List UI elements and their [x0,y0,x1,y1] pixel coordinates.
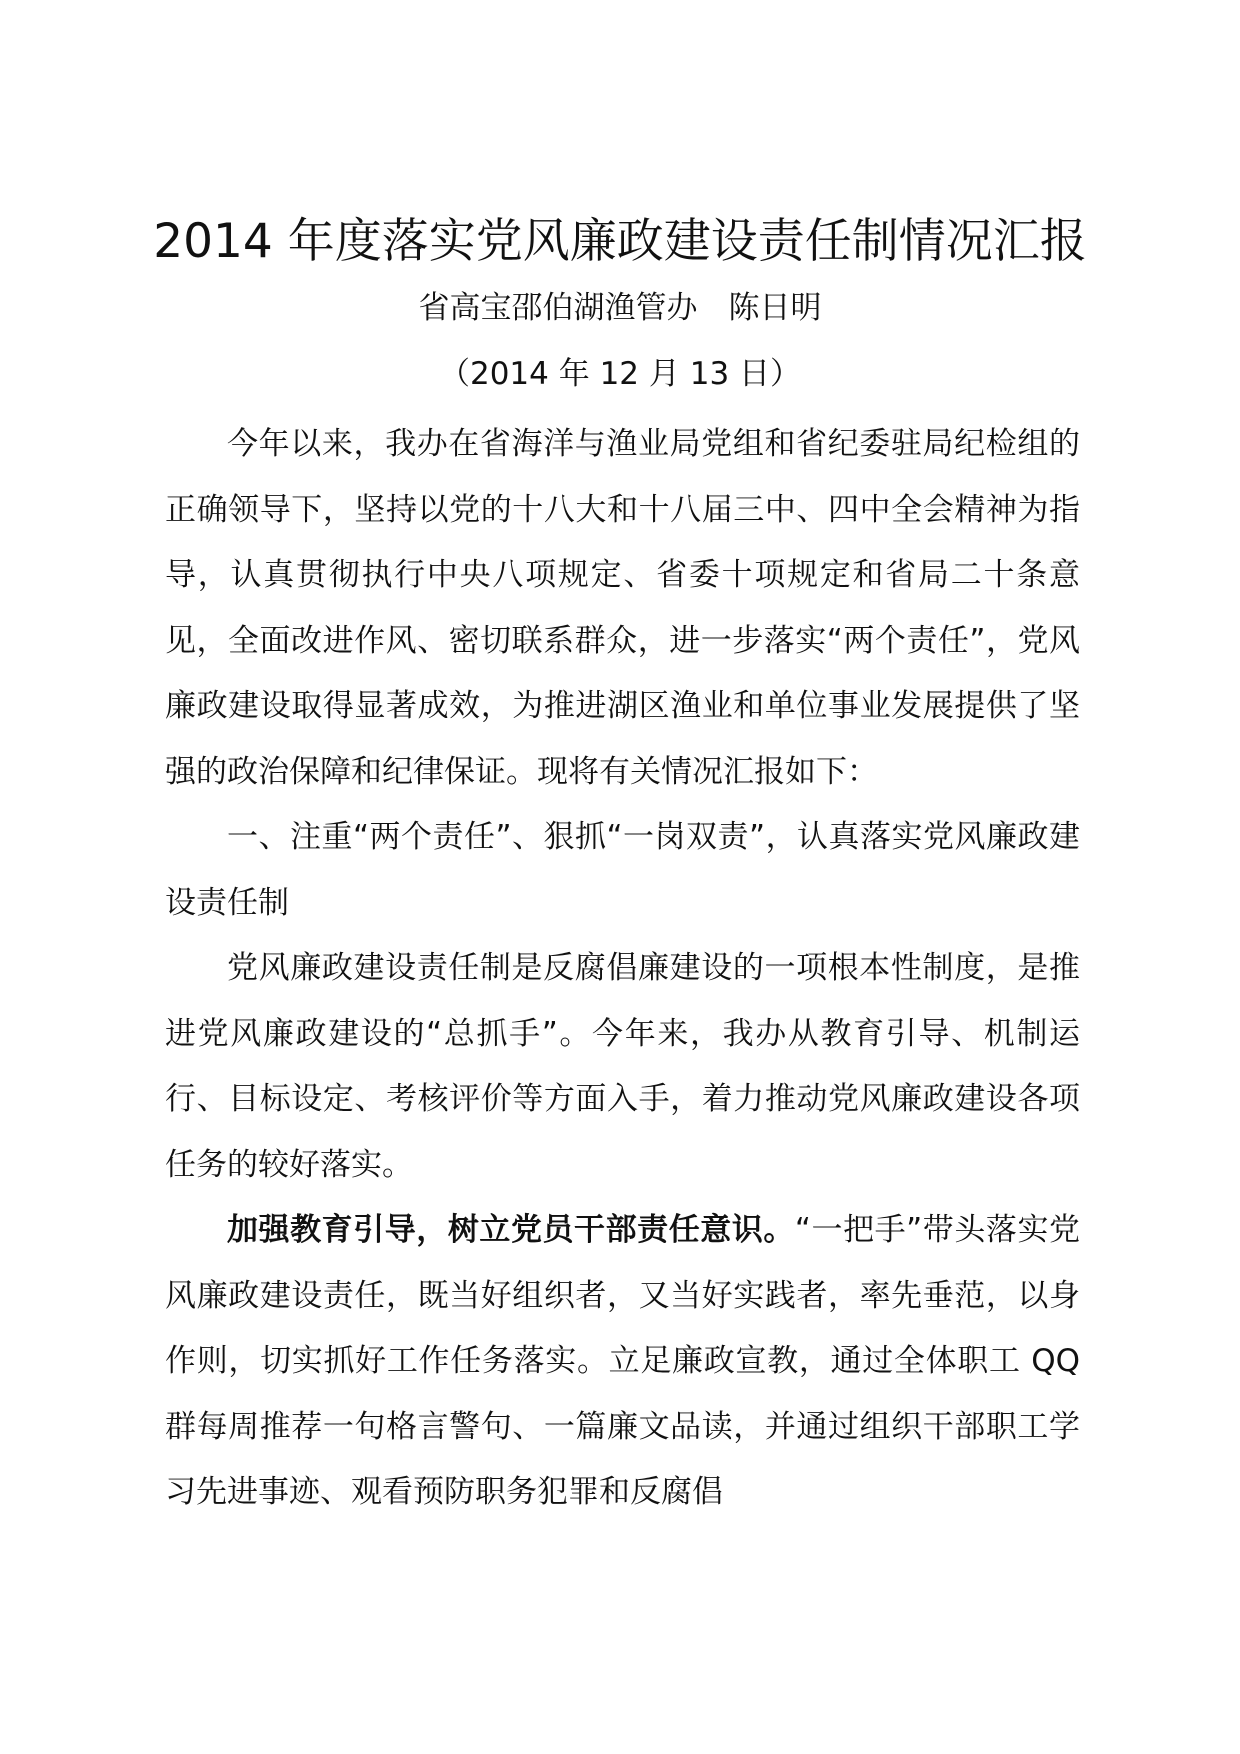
document-body [165,412,1080,1526]
education-paragraph [165,1198,1080,1526]
date-line: （2014 年 12 月 13 日） [438,356,802,392]
document-title: 2014 年度落实党风廉政建设责任制情况汇报 [153,214,1087,269]
paragraph-body: “一把手”带头落实党风廉政建设责任，既当好组织者，又当好实践者，率先垂范，以身作则，切实抓好工作任务落实。立足廉政宣教，通过全体职工 QQ 群每周推荐一句格言警句、一篇廉文品读，并通过组织干部职工学习先进事迹、观看预防职务犯罪和反腐倡 [165,1212,1080,1510]
intro-paragraph: 今年以来，我办在省海洋与渔业局党组和省纪委驻局纪检组的正确领导下，坚持以党的十八大和十八届三中、四中全会精神为指导，认真贯彻执行中央八项规定、省委十项规定和省局二十条意见，全面改进作风、密切联系群众，进一步落实“两个责任”，党风廉政建设取得显著成效，为推进湖区渔业和单位事业发展提供了坚强的政治保障和纪律保证。现将有关情况汇报如下： [165,426,1080,790]
paragraph-lead-bold: 加强教育引导，树立党员干部责任意识。 [227,1212,795,1248]
section-paragraph: 党风廉政建设责任制是反腐倡廉建设的一项根本性制度，是推进党风廉政建设的“总抓手”。今年来，我办从教育引导、机制运行、目标设定、考核评价等方面入手，着力推动党风廉政建设各项任务的较好落实。 [165,950,1080,1183]
author-line: 省高宝邵伯湖渔管办 陈日明 [418,290,822,326]
section-heading-1: 一、注重“两个责任”、狠抓“一岗双责”，认真落实党风廉政建设责任制 [165,819,1080,921]
